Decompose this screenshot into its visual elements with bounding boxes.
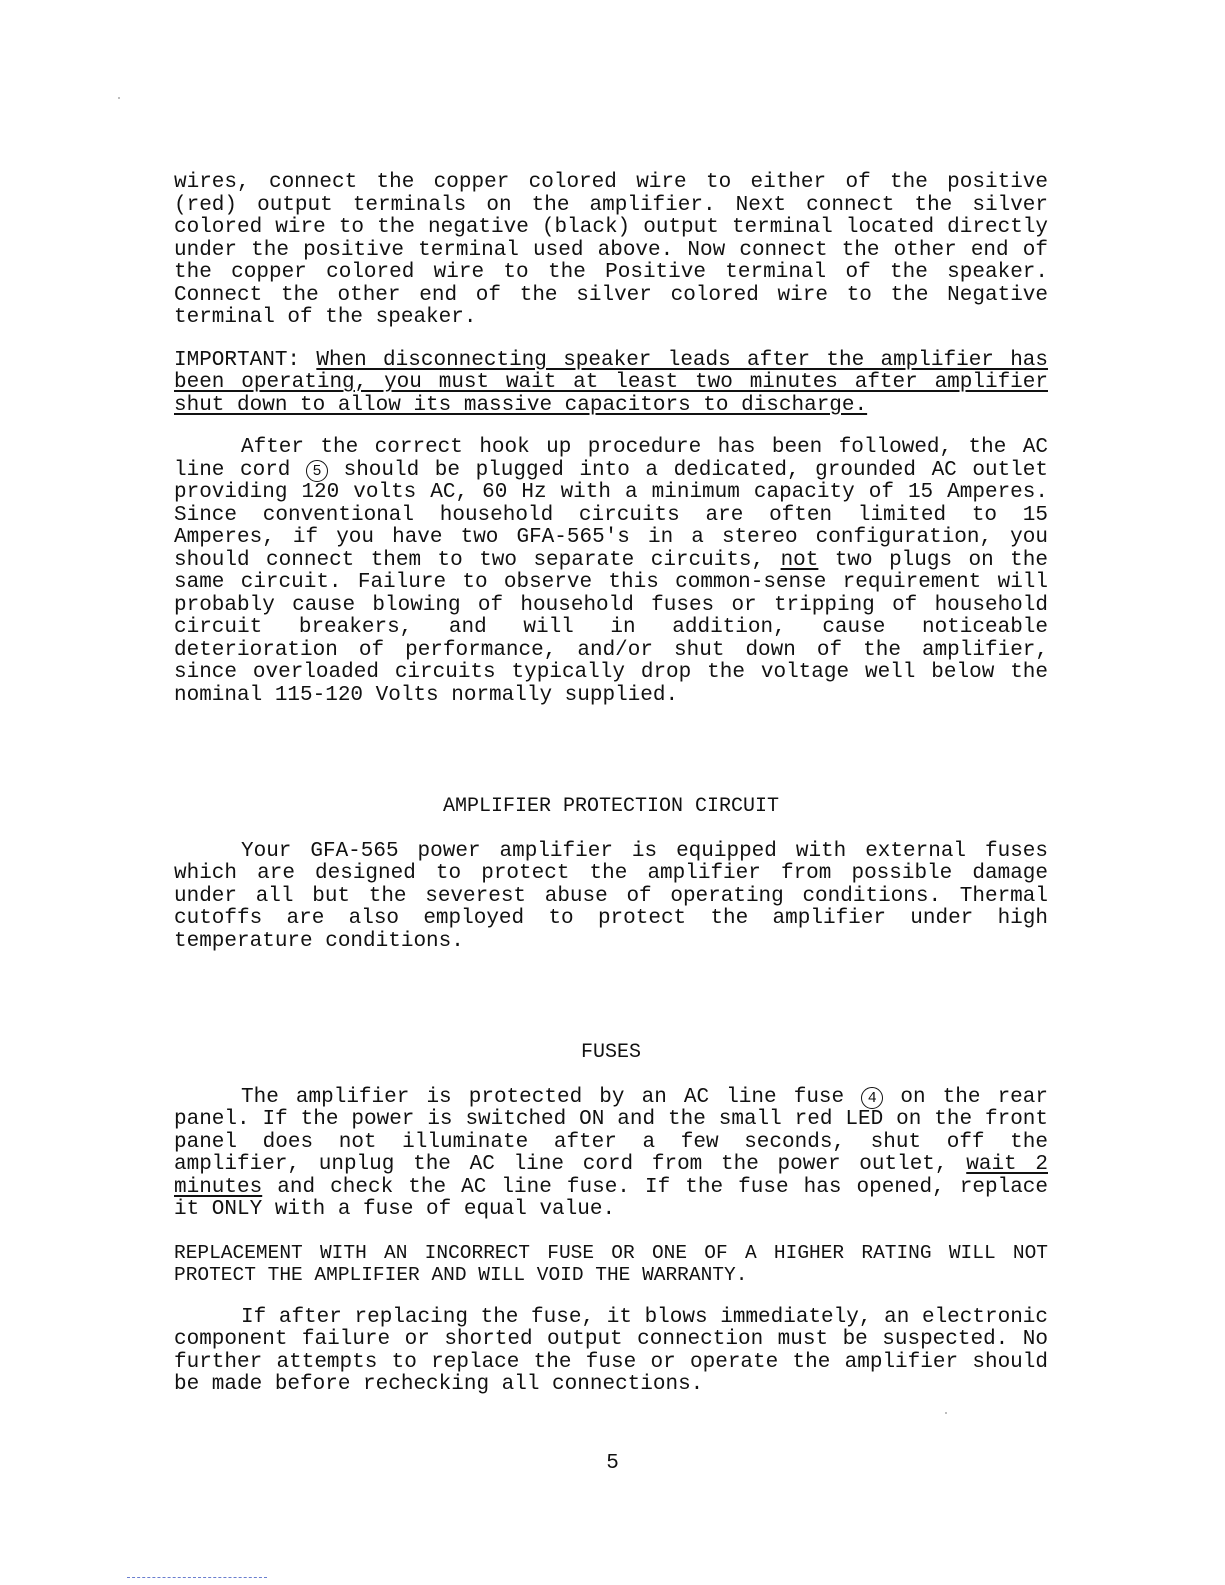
scan-edge-line <box>127 1577 267 1578</box>
protection-paragraph: Your GFA-565 power amplifier is equipped with external fuses which are designed to protect the amplifier from possible damage under all but the severest abuse of operating conditions. Thermal cutoffs are also employed to protect the amplifier under high temperature conditions. <box>174 839 1048 953</box>
important-text: When disconnecting speaker leads after the amplifier has been operating, you must wait at least two minutes after amplifier shut down to allow its massive capacitors to discharge. <box>174 348 1049 417</box>
hookup-text-a: wires, connect the copper colored wire to either of the positive (red) output terminals on the amplifier. Next connect the silver colored wire to the negative (black) output terminal located directly under the positive terminal used above. Now connect the other end of the copper colored wire to the Positive terminal of the speaker. <box>174 171 1048 284</box>
hookup-paragraph <box>174 172 1048 330</box>
blown-fuse-paragraph: If after replacing the fuse, it blows immediately, an electronic component failure or shorted output connection must be suspected. No further attempts to replace the fuse or operate the amplifier should be made before rechecking all connections. <box>174 1305 1048 1396</box>
warranty-warning: REPLACEMENT WITH AN INCORRECT FUSE OR ONE OF A HIGHER RATING WILL NOT PROTECT THE AMPLIFIER AND WILL VOID THE WARRANTY. <box>174 1241 1048 1286</box>
page-body <box>174 172 1048 1397</box>
fuses-text-a: The amplifier is protected by an AC line fuse <box>241 1085 862 1109</box>
fuses-text-b: on the rear panel. If the power is switched ON and the small red LED on the front panel does not illuminate after a few seconds, shut off the amplifier, unplug the AC line cord from the power outlet, <box>174 1085 1048 1176</box>
ac-text-a: After the correct hook up procedure has been followed, the AC line cord <box>174 436 1048 482</box>
callout-5-icon: 5 <box>306 460 328 482</box>
protection-heading: AMPLIFIER PROTECTION CIRCUIT <box>442 795 780 818</box>
scan-speck <box>945 1412 947 1414</box>
hookup-text-b: Connect the other end of the silver colored wire to the Negative terminal of the speaker. <box>174 283 1048 329</box>
ac-not-emphasis: not <box>780 548 819 572</box>
wait-emphasis: wait 2 minutes <box>174 1153 1048 1199</box>
ac-power-paragraph <box>174 437 1048 707</box>
fuses-paragraph <box>174 1087 1048 1222</box>
fuses-heading: FUSES <box>580 1041 641 1064</box>
fuses-text-c: and check the AC line fuse. If the fuse has opened, replace it ONLY with a fuse of equal value. <box>174 1175 1048 1221</box>
page-number: 5 <box>606 1452 619 1475</box>
ac-text-b: should be plugged into a dedicated, grounded AC outlet providing 120 volts AC, 60 Hz with a minimum capacity of 15 Amperes. Since conventional household circuits are often limited to 15 Amperes, if you have two GFA-565's in a stereo configuration, you should connect them to two separate circuits, <box>174 458 1048 572</box>
important-note <box>174 350 1048 418</box>
callout-4-icon: 4 <box>861 1087 883 1109</box>
ac-text-c: two plugs on the same circuit. Failure to observe this common-sense requirement will probably cause blowing of household fuses or tripping of household circuit breakers, and will in addition, cause noticeable deterioration of performance, and/or shut down of the amplifier, since overloaded circuits typically drop the voltage well below the nominal 115-120 Volts normally supplied. <box>174 548 1048 707</box>
important-label: IMPORTANT: <box>174 348 317 372</box>
scan-speck <box>118 97 120 99</box>
